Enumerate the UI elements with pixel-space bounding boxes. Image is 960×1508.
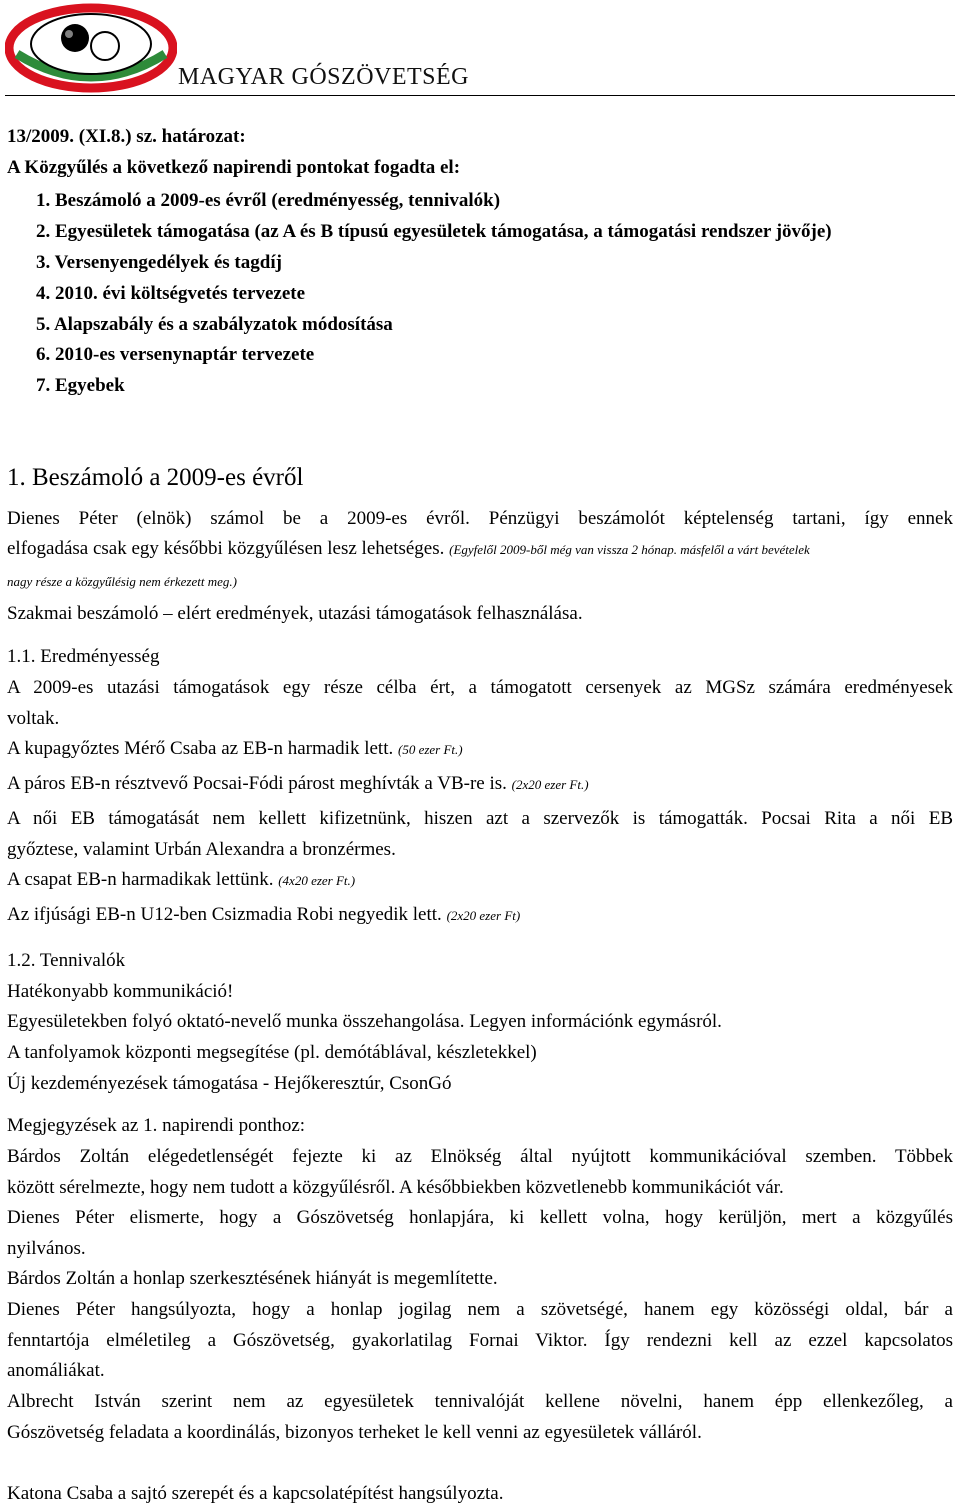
federation-logo	[5, 2, 177, 99]
paragraph-line: Szakmai beszámoló – elért eredmények, utazási támogatások felhasználása.	[7, 603, 583, 624]
paragraph-line: voltak.	[7, 708, 60, 729]
todo-item: A tanfolyamok központi megsegítése (pl. demótáblával, készletekkel)	[7, 1042, 537, 1063]
note-line: anomáliákat.	[7, 1360, 105, 1381]
subsection-title: 1.1. Eredményesség	[7, 646, 160, 667]
agenda-item: 1. Beszámoló a 2009-es évről (eredményesség, tennivalók)	[36, 190, 501, 211]
todo-item: Új kezdeményezések támogatása - Hejőkeresztúr, CsonGó	[7, 1073, 452, 1094]
amount-note: (2x20 ezer Ft.)	[511, 777, 589, 792]
note-line: nyilvános.	[7, 1238, 86, 1259]
agenda-item: 7. Egyebek	[36, 375, 125, 396]
note-line: Dienes Péter hangsúlyozta, hogy a honlap jogilag nem a szövetségé, hanem egy közösségi oldal, bár a	[7, 1299, 953, 1320]
subsection-title: 1.2. Tennivalók	[7, 950, 126, 971]
todo-item: Hatékonyabb kommunikáció!	[7, 981, 234, 1002]
paragraph-line	[7, 538, 810, 560]
agenda-item: 6. 2010-es versenynaptár tervezete	[36, 344, 315, 365]
resolution-intro: A Közgyűlés a következő napirendi pontokat fogadta el:	[7, 157, 461, 178]
paragraph-line	[7, 904, 520, 926]
paragraph-line	[7, 738, 463, 760]
notes-title: Megjegyzések az 1. napirendi ponthoz:	[7, 1115, 306, 1136]
footnote-text: nagy része a közgyűlésig nem érkezett meg.)	[7, 574, 237, 589]
note-line: Bárdos Zoltán a honlap szerkesztésének hiányát is megemlítette.	[7, 1268, 498, 1289]
paragraph-text: elfogadása csak egy későbbi közgyűlésen lesz lehetséges.	[7, 538, 445, 559]
paragraph-line	[7, 773, 589, 795]
paragraph-line: A 2009-es utazási támogatások egy része célba ért, a támogatott cersenyek az MGSz számára eredményesek	[7, 677, 953, 698]
org-name: MAGYAR GÓSZÖVETSÉG	[178, 64, 470, 90]
header-divider	[5, 95, 955, 96]
amount-note: (50 ezer Ft.)	[397, 742, 463, 757]
agenda-item: 3. Versenyengedélyek és tagdíj	[36, 252, 282, 273]
amount-note: (2x20 ezer Ft)	[446, 908, 521, 923]
agenda-item: 5. Alapszabály és a szabályzatok módosítása	[36, 314, 393, 335]
paragraph-line: Dienes Péter (elnök) számol be a 2009-es évről. Pénzügyi beszámolót képtelenség tartani, így ennek	[7, 508, 953, 529]
note-line: Dienes Péter elismerte, hogy a Gószövetség honlapjára, ki kellett volna, hogy kerüljön, mert a közgyűlés	[7, 1207, 953, 1228]
paragraph-text: A kupagyőztes Mérő Csaba az EB-n harmadik lett.	[7, 738, 394, 759]
agenda-item: 2. Egyesületek támogatása (az A és B típusú egyesületek támogatása, a támogatási rendszer jövője)	[36, 221, 832, 242]
resolution-title: 13/2009. (XI.8.) sz. határozat:	[7, 126, 246, 147]
todo-item: Egyesületekben folyó oktató-nevelő munka összehangolása. Legyen információnk egymásról.	[7, 1011, 722, 1032]
paragraph-line: győztese, valamint Urbán Alexandra a bronzérmes.	[7, 839, 396, 860]
paragraph-text: Az ifjúsági EB-n U12-ben Csizmadia Robi negyedik lett.	[7, 904, 442, 925]
note-line: Katona Csaba a sajtó szerepét és a kapcsolatépítést hangsúlyozta.	[7, 1483, 504, 1504]
amount-note: (4x20 ezer Ft.)	[278, 873, 356, 888]
note-line: Albrecht István szerint nem az egyesületek tennivalóját kellene növelni, hanem épp ellenkezőleg, a	[7, 1391, 953, 1412]
section-heading: 1. Beszámoló a 2009-es évről	[7, 464, 304, 491]
go-stone-logo-icon	[5, 2, 177, 94]
agenda-item: 4. 2010. évi költségvetés tervezete	[36, 283, 306, 304]
note-line: fenntartója elméletileg a Gószövetség, gyakorlatilag Fornai Viktor. Így rendezni kell az ezzel kapcsolatos	[7, 1330, 953, 1351]
paragraph-text: A páros EB-n résztvevő Pocsai-Fódi párost meghívták a VB-re is.	[7, 773, 507, 794]
paragraph-line: A női EB támogatását nem kellett kifizetnünk, hiszen azt a szervezők is támogatták. Pocsai Rita a női EB	[7, 808, 953, 829]
note-line: között sérelmezte, hogy nem tudott a közgyűlésről. A későbbiekben közvetlenebb kommunikációt vár.	[7, 1177, 784, 1198]
footnote-text: (Egyfelől 2009-ből még van vissza 2 hónap. másfelől a várt bevételek	[449, 542, 810, 557]
paragraph-text: A csapat EB-n harmadikak lettünk.	[7, 869, 274, 890]
paragraph-line	[7, 869, 355, 891]
note-line: Bárdos Zoltán elégedetlenségét fejezte ki az Elnökség által nyújtott kommunikációval szemben. Többek	[7, 1146, 953, 1167]
note-line: Gószövetség feladata a koordinálás, bizonyos terheket le kell venni az egyesületek válláról.	[7, 1422, 702, 1443]
